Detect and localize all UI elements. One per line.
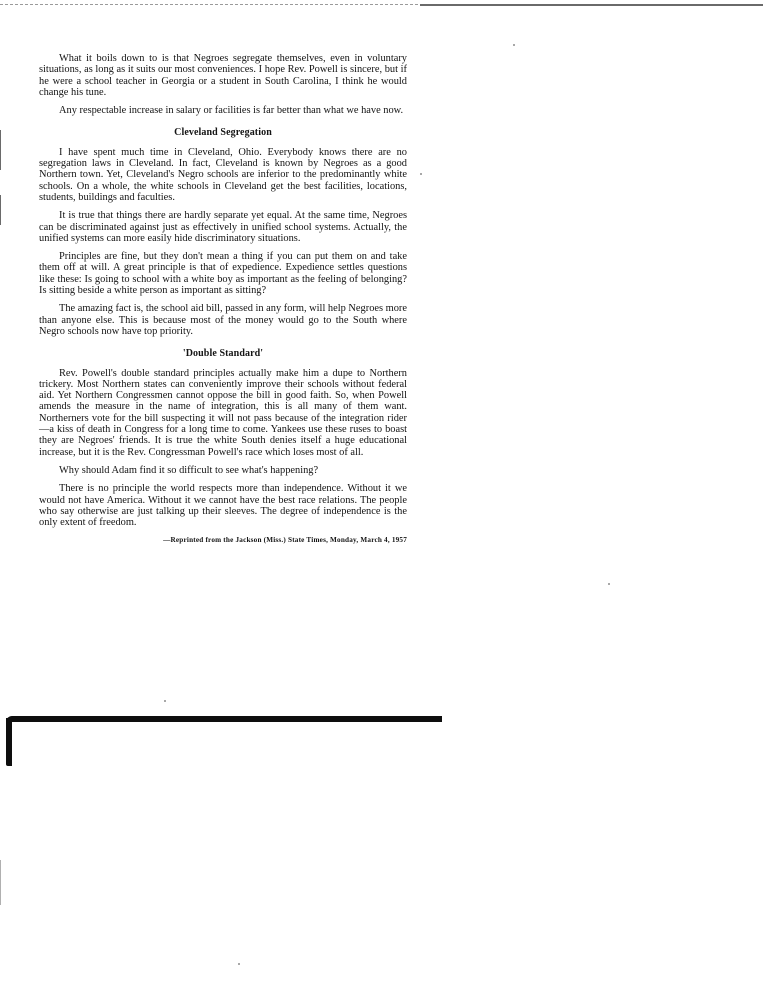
page-divider-rule — [6, 716, 442, 722]
body-paragraph: The amazing fact is, the school aid bill, passed in any form, will help Negroes more than anyone else. This is because most of the money would go to the South where Negro schools now have top priority. — [39, 303, 407, 337]
scan-left-edge-mark — [0, 130, 1, 170]
scan-top-edge-shadow — [420, 4, 763, 6]
intro-section — [39, 53, 407, 116]
scan-speck — [238, 963, 240, 965]
body-paragraph: There is no principle the world respects more than independence. Without it we would not have America. Without it we cannot have the best race relations. The people who say otherwise are just talking up their sleeves. The degree of independence is the only extent of freedom. — [39, 483, 407, 529]
section-heading-cleveland: Cleveland Segregation — [174, 127, 272, 139]
scan-speck — [164, 700, 166, 702]
body-paragraph: I have spent much time in Cleveland, Ohio. Everybody knows there are no segregation laws in Cleveland. In fact, Cleveland is known by Negroes as a good Northern town. Yet, Cleveland's Negro schools are inferior to the predominantly white schools. On a whole, the white schools in Cleveland get the best facilities, locations, students, buildings and faculties. — [39, 146, 407, 203]
section-heading-double-standard: 'Double Standard' — [182, 348, 264, 360]
scan-left-edge-mark — [0, 195, 1, 225]
body-paragraph: Any respectable increase in salary or facilities is far better than what we have now. — [59, 105, 404, 117]
body-paragraph: Rev. Powell's double standard principles actually make him a dupe to Northern trickery. Most Northern states can conveniently improve their schools without federal aid. Yet Northern Congressmen cannot oppose the bill in good faith. So, when Powell amends the measure in the name of integration, this is all many of them want. Northerners vote for the bill suspecting it will not pass because of the integration rider—a kiss of death in Congress for a long time to come. Yankees use these ruses to boast they are Negroes' friends. It is true the white South denies itself a huge educational increase, but it is the Rev. Congressman Powell's race which loses most of all. — [39, 367, 407, 458]
scan-speck — [608, 583, 610, 585]
scan-speck — [420, 173, 422, 175]
body-paragraph: Why should Adam find it so difficult to see what's happening? — [59, 464, 319, 476]
body-paragraph: It is true that things there are hardly separate yet equal. At the same time, Negroes can be discriminated against just as effectively in unified school systems. Actually, the unified systems can more easily hide discriminatory situations. — [39, 210, 407, 244]
double-standard-section — [39, 368, 407, 529]
reprint-credit: —Reprinted from the Jackson (Miss.) State Times, Monday, March 4, 1957 — [163, 536, 407, 545]
cleveland-section — [39, 147, 407, 337]
body-paragraph: What it boils down to is that Negroes segregate themselves, even in voluntary situations, as long as it suits our most conveniences. I hope Rev. Powell is sincere, but if he were a school teacher in Georgia or a student in South Carolina, I think he would change his tune. — [39, 53, 407, 98]
article-column — [39, 53, 407, 554]
body-paragraph: Principles are fine, but they don't mean a thing if you can put them on and take them off at will. A great principle is that of expedience. Expedience settles questions like these: Is going to school with a white boy as important as the feeling of belonging? Is sitting beside a white person as important as sitting? — [39, 251, 407, 297]
scan-speck — [513, 44, 515, 46]
scan-left-edge-mark — [0, 860, 1, 905]
page-divider-corner — [6, 718, 12, 766]
